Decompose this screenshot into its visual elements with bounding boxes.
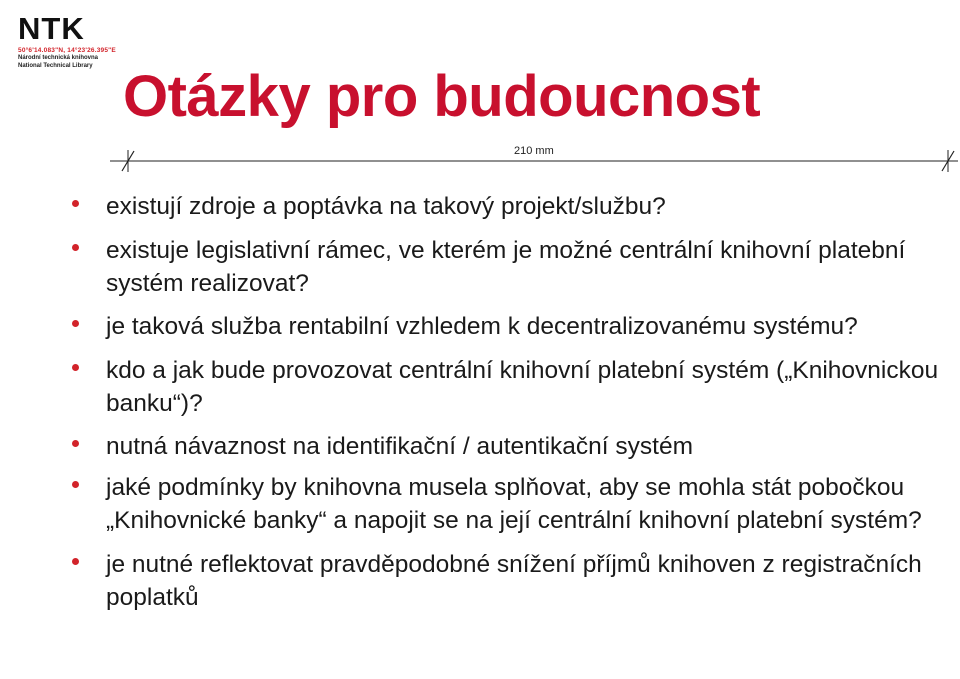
bullet-dot-icon xyxy=(72,558,79,565)
bullet-item xyxy=(72,354,952,420)
bullet-list xyxy=(72,190,952,624)
bullet-item xyxy=(72,548,952,614)
logo-coordinates: 50°6'14.083"N, 14°23'26.395"E xyxy=(18,47,116,54)
bullet-item xyxy=(72,310,952,343)
bullet-text: kdo a jak bude provozovat centrální knihovní platební systém („Knihovnickou banku“)? xyxy=(106,356,939,417)
bullet-text: existují zdroje a poptávka na takový projekt/službu? xyxy=(106,193,666,220)
bullet-dot-icon xyxy=(72,440,79,447)
bullet-text: je taková služba rentabilní vzhledem k decentralizovanému systému? xyxy=(106,313,858,340)
bullet-dot-icon xyxy=(72,244,79,251)
bullet-text: jaké podmínky by knihovna musela splňovat, aby se mohla stát pobočkou „Knihovnické banky“ a napojit se na její centrální knihovní platební systém? xyxy=(106,474,922,534)
bullet-item xyxy=(72,471,952,537)
ntk-logo xyxy=(18,11,116,70)
logo-name-en: National Technical Library xyxy=(18,62,93,69)
bullet-text: nutná návaznost na identifikační / autentikační systém xyxy=(106,433,693,460)
bullet-dot-icon xyxy=(72,364,79,371)
bullet-text: je nutné reflektovat pravděpodobné snížení příjmů knihoven z registračních poplatků xyxy=(106,550,922,611)
bullet-item xyxy=(72,190,952,223)
bullet-dot-icon xyxy=(72,200,79,207)
logo-name-cz: Národní technická knihovna xyxy=(18,55,99,61)
slide-title: Otázky pro budoucnost xyxy=(123,64,761,129)
bullet-dot-icon xyxy=(72,320,79,327)
logo-mark: NTK xyxy=(18,11,85,46)
ruler-label: 210 mm xyxy=(514,145,554,157)
bullet-item xyxy=(72,430,952,463)
bullet-text: existuje legislativní rámec, ve kterém je možné centrální knihovní platební systém realizovat? xyxy=(106,236,906,297)
bullet-item xyxy=(72,234,952,300)
dimension-ruler xyxy=(110,140,960,180)
bullet-dot-icon xyxy=(72,481,79,488)
